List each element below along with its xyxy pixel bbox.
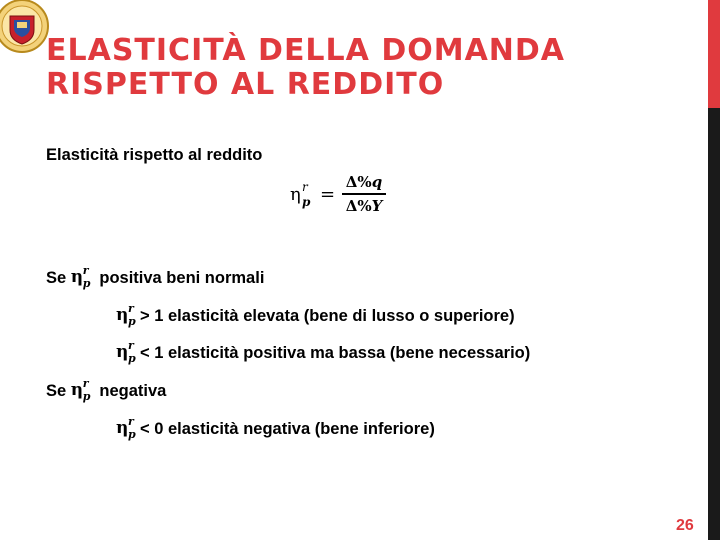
definition-heading: Elasticità rispetto al reddito xyxy=(46,146,263,164)
normal-goods-line: Se η r p positiva beni normali xyxy=(46,264,265,290)
negative-line: Se η r p negativa xyxy=(46,377,167,403)
formula-numerator: Δ%q xyxy=(345,173,383,191)
title-line-2: RISPETTO AL REDDITO xyxy=(46,67,445,102)
title-line-1: ELASTICITÀ DELLA DOMANDA xyxy=(46,33,566,68)
luxury-goods-line: η r p > 1 elasticità elevata (bene di lusso o superiore) xyxy=(116,302,515,328)
formula-equals: = xyxy=(320,184,336,205)
fraction-bar xyxy=(342,193,386,195)
formula-denominator: Δ%Y xyxy=(345,196,383,215)
eta-symbol: η r p xyxy=(70,264,91,290)
formula-lhs: η r p xyxy=(290,180,311,209)
slide-title xyxy=(46,34,565,102)
inferior-goods-line: η r p < 0 elasticità negativa (bene inferiore) xyxy=(116,415,435,441)
university-seal-icon xyxy=(0,0,50,56)
eta-symbol: η r p xyxy=(116,302,136,328)
eta-symbol: η r p xyxy=(116,339,136,365)
right-accent-band xyxy=(708,0,720,108)
page-number: 26 xyxy=(676,517,694,534)
necessary-goods-line: η r p < 1 elasticità positiva ma bassa (bene necessario) xyxy=(116,339,531,365)
eta-symbol: η r p xyxy=(116,415,136,441)
formula-fraction xyxy=(342,172,386,216)
eta-symbol: η r p xyxy=(70,377,91,403)
